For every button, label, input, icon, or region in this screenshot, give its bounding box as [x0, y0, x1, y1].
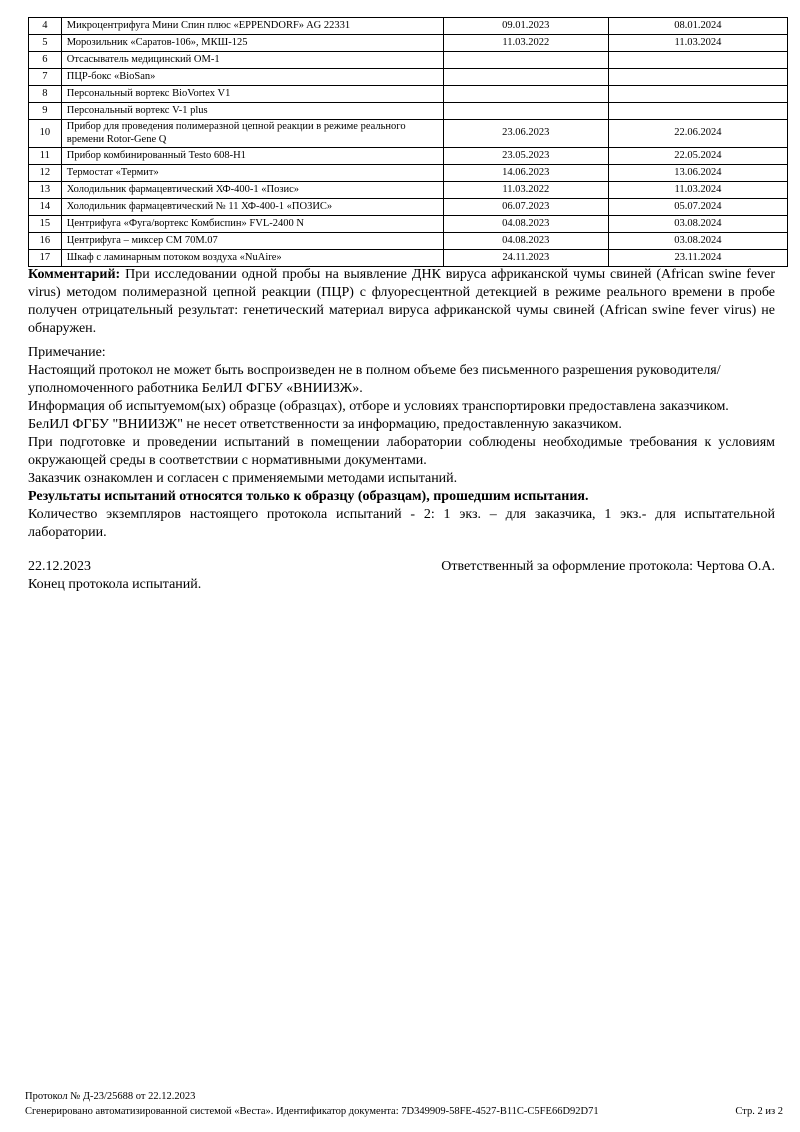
page-footer	[25, 1089, 783, 1119]
comment-text: При исследовании одной пробы на выявление ДНК вируса африканской чумы свиней (African swine fever virus) методом полимеразной цепной реакции (ПЦР) с флуоресцентной детекцией в режиме реального времени в пробе получен отрицательный результат: генетический материал вируса африканской чумы свиней (African swine fever virus) не обнаружен.	[28, 267, 776, 336]
check-date-cell	[443, 86, 608, 103]
valid-until-cell	[608, 103, 787, 120]
comment-label: Комментарий:	[28, 267, 121, 282]
row-number-cell: 14	[29, 199, 62, 216]
valid-until-cell: 11.03.2024	[608, 35, 787, 52]
equipment-name-cell: Центрифуга – миксер СМ 70М.07	[61, 233, 443, 250]
row-number-cell: 5	[29, 35, 62, 52]
check-date-cell: 23.06.2023	[443, 120, 608, 148]
equipment-name-cell: Холодильник фармацевтический ХФ-400-1 «Позис»	[61, 182, 443, 199]
row-number-cell: 16	[29, 233, 62, 250]
row-number-cell: 10	[29, 120, 62, 148]
table-row	[29, 165, 788, 182]
valid-until-cell: 22.06.2024	[608, 120, 787, 148]
check-date-cell: 23.05.2023	[443, 148, 608, 165]
table-row	[29, 120, 788, 148]
footer-protocol-number: Протокол № Д-23/25688 от 22.12.2023	[25, 1091, 196, 1102]
equipment-table	[28, 17, 788, 267]
valid-until-cell	[608, 52, 787, 69]
equipment-name-cell: Термостат «Термит»	[61, 165, 443, 182]
table-row	[29, 103, 788, 120]
note-line: Заказчик ознакомлен и согласен с применяемыми методами испытаний.	[28, 471, 458, 486]
signature-date: 22.12.2023	[28, 559, 91, 574]
equipment-name-cell: Прибор комбинированный Testo 608-H1	[61, 148, 443, 165]
valid-until-cell: 23.11.2024	[608, 250, 787, 267]
valid-until-cell: 08.01.2024	[608, 18, 787, 35]
note-line-results: Результаты испытаний относятся только к образцу (образцам), прошедшим испытания.	[28, 489, 589, 504]
row-number-cell: 12	[29, 165, 62, 182]
note-line: БелИЛ ФГБУ "ВНИИЗЖ" не несет ответственности за информацию, предоставленную заказчиком.	[28, 417, 622, 432]
valid-until-cell: 11.03.2024	[608, 182, 787, 199]
equipment-name-cell: Отсасыватель медицинский ОМ-1	[61, 52, 443, 69]
document-body	[28, 266, 775, 594]
notes-title: Примечание:	[28, 345, 106, 360]
row-number-cell: 9	[29, 103, 62, 120]
footer-page-number: Стр. 2 из 2	[735, 1106, 783, 1117]
note-line: Настоящий протокол не может быть воспроизведен не в полном объеме без письменного разрешения руководителя/уполномоченного работника БелИЛ ФГБУ «ВНИИЗЖ».	[28, 363, 721, 396]
equipment-name-cell: Прибор для проведения полимеразной цепной реакции в режиме реального времени Rotor-Gene Q	[61, 120, 443, 148]
table-row	[29, 250, 788, 267]
check-date-cell: 11.03.2022	[443, 35, 608, 52]
table-row	[29, 182, 788, 199]
check-date-cell: 24.11.2023	[443, 250, 608, 267]
row-number-cell: 6	[29, 52, 62, 69]
check-date-cell: 04.08.2023	[443, 233, 608, 250]
table-row	[29, 199, 788, 216]
row-number-cell: 11	[29, 148, 62, 165]
equipment-name-cell: ПЦР-бокс «BioSan»	[61, 69, 443, 86]
comment-paragraph	[28, 266, 775, 338]
valid-until-cell: 05.07.2024	[608, 199, 787, 216]
responsible-person: Ответственный за оформление протокола: Чертова О.А.	[441, 559, 775, 574]
footer-generated-line	[25, 1104, 783, 1119]
footer-generated-text: Сгенерировано автоматизированной системой «Веста». Идентификатор документа: 7D349909-58FE-4527-B11C-C5FE66D92D71	[25, 1106, 599, 1117]
check-date-cell: 11.03.2022	[443, 182, 608, 199]
note-line: При подготовке и проведении испытаний в помещении лаборатории соблюдены необходимые требования к условиям окружающей среды в соответствии с нормативными документами.	[28, 435, 775, 468]
equipment-name-cell: Морозильник «Саратов-106», МКШ-125	[61, 35, 443, 52]
valid-until-cell	[608, 86, 787, 103]
table-row	[29, 18, 788, 35]
check-date-cell	[443, 103, 608, 120]
check-date-cell: 04.08.2023	[443, 216, 608, 233]
valid-until-cell: 13.06.2024	[608, 165, 787, 182]
equipment-name-cell: Персональный вортекс BioVortex V1	[61, 86, 443, 103]
equipment-name-cell: Персональный вортекс V-1 plus	[61, 103, 443, 120]
table-row	[29, 69, 788, 86]
table-row	[29, 52, 788, 69]
valid-until-cell: 22.05.2024	[608, 148, 787, 165]
row-number-cell: 15	[29, 216, 62, 233]
table-row	[29, 86, 788, 103]
signature-row	[28, 558, 775, 576]
row-number-cell: 13	[29, 182, 62, 199]
check-date-cell: 09.01.2023	[443, 18, 608, 35]
table-row	[29, 216, 788, 233]
row-number-cell: 17	[29, 250, 62, 267]
end-of-protocol-note: Конец протокола испытаний.	[28, 577, 202, 592]
table-row	[29, 148, 788, 165]
check-date-cell	[443, 69, 608, 86]
equipment-name-cell: Холодильник фармацевтический № 11 ХФ-400-1 «ПОЗИС»	[61, 199, 443, 216]
table-row	[29, 233, 788, 250]
check-date-cell	[443, 52, 608, 69]
note-line: Количество экземпляров настоящего протокола испытаний - 2: 1 экз. – для заказчика, 1 экз.- для испытательной лаборатории.	[28, 507, 775, 540]
note-line: Информация об испытуемом(ых) образце (образцах), отборе и условиях транспортировки предоставлена заказчиком.	[28, 399, 729, 414]
row-number-cell: 7	[29, 69, 62, 86]
check-date-cell: 14.06.2023	[443, 165, 608, 182]
valid-until-cell: 03.08.2024	[608, 216, 787, 233]
valid-until-cell	[608, 69, 787, 86]
equipment-name-cell: Центрифуга «Фуга/вортекс Комбиспин» FVL-2400 N	[61, 216, 443, 233]
row-number-cell: 4	[29, 18, 62, 35]
check-date-cell: 06.07.2023	[443, 199, 608, 216]
equipment-name-cell: Шкаф с ламинарным потоком воздуха «NuAire»	[61, 250, 443, 267]
table-row	[29, 35, 788, 52]
row-number-cell: 8	[29, 86, 62, 103]
valid-until-cell: 03.08.2024	[608, 233, 787, 250]
equipment-name-cell: Микроцентрифуга Мини Спин плюс «EPPENDORF» AG 22331	[61, 18, 443, 35]
